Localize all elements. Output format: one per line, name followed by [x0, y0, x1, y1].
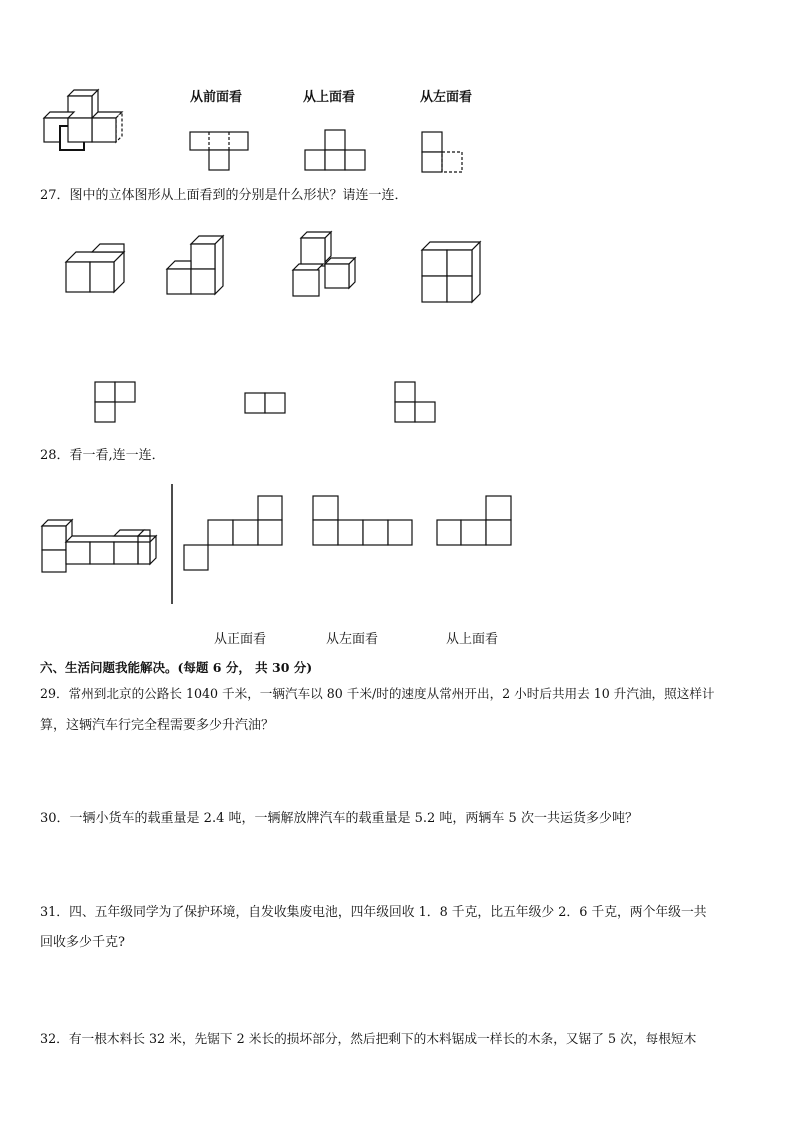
q26-label-top: 从上面看	[303, 90, 356, 105]
q28-view-c	[435, 494, 515, 550]
q27-solid-1	[64, 238, 128, 298]
q28-view-a	[182, 494, 286, 574]
q28-divider	[170, 484, 174, 606]
q28-label-front: 从正面看	[214, 632, 267, 647]
q26-label-left: 从左面看	[420, 90, 473, 105]
q27-solid-2	[165, 234, 229, 298]
q32-text: 32．有一根木料长 32 米，先锯下 2 米长的损坏部分，然后把剩下的木料锯成一样长的木条，又锯了 5 次，每根短木	[40, 1031, 697, 1046]
q26-view-top	[303, 128, 367, 174]
q27-top-view-b	[243, 391, 287, 415]
q29-line2: 算，这辆汽车行完全程需要多少升汽油？	[40, 718, 275, 733]
q31-line2: 回收多少千克?	[40, 935, 125, 950]
q31-line1: 31．四、五年级同学为了保护环境，自发收集废电池，四年级回收 1．8 千克，比五年级少 2．6 千克，两个年级一共	[40, 905, 707, 920]
q27-text: 27．图中的立体图形从上面看到的分别是什么形状？请连一连．	[40, 188, 408, 203]
q27-top-view-a	[93, 380, 137, 424]
q28-text: 28．看一看,连一连．	[40, 448, 165, 463]
q30-text: 30．一辆小货车的载重量是 2.4 吨，一辆解放牌汽车的载重量是 5.2 吨，两辆车 5 次一共运货多少吨？	[40, 811, 638, 826]
q27-top-view-c	[393, 380, 437, 424]
q26-view-left	[420, 130, 464, 174]
q28-view-b	[311, 494, 415, 550]
q28-label-left: 从左面看	[326, 632, 379, 647]
q26-label-front: 从前面看	[190, 90, 243, 105]
q26-view-front	[188, 130, 250, 174]
q28-solid	[40, 518, 160, 576]
section6-heading: 六、生活问题我能解决。(每题 6 分， 共 30 分)	[40, 660, 313, 675]
q27-solid-3	[291, 230, 363, 302]
q26-solid-figure	[40, 88, 130, 154]
q28-label-top: 从上面看	[446, 632, 499, 647]
q27-solid-4	[420, 240, 486, 306]
q29-line1: 29．常州到北京的公路长 1040 千米，一辆汽车以 80 千米/时的速度从常州开出，2 小时后共用去 10 升汽油，照这样计	[40, 686, 715, 701]
